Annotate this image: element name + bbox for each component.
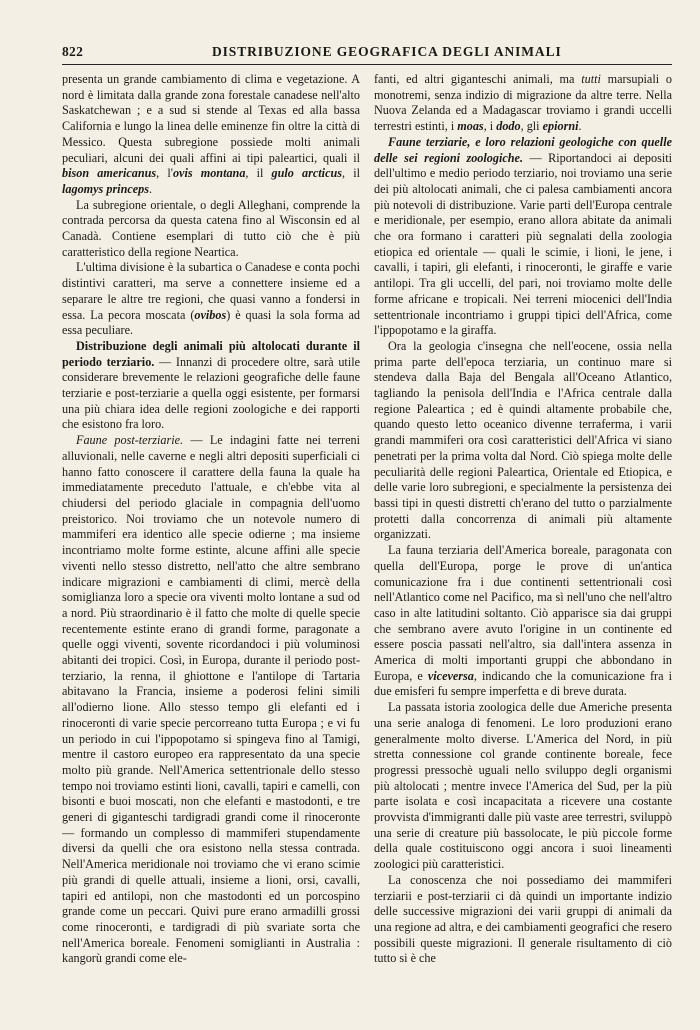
paragraph-text: marsupiali o monotremi, senza indizio di migrazione da altre terre. Nella Nuova Zelanda ed a Madagascar troviamo i grandi uccelli terrestri estinti, i	[374, 72, 672, 134]
right-column	[374, 72, 672, 1012]
paragraph-text: .	[149, 181, 153, 196]
page-number: 822	[62, 44, 84, 59]
paragraph	[62, 198, 360, 261]
emphasis-text: ovibos	[194, 307, 227, 322]
paragraph-text: ) è quasi la sola forma ad essa peculiare.	[62, 307, 360, 338]
paragraph-text: .	[578, 119, 582, 134]
emphasis-text: ovis montana	[172, 166, 246, 181]
paragraph	[374, 339, 672, 543]
paragraph	[374, 543, 672, 700]
paragraph-text: — Riportandoci ai depositi dell'ultimo e medio periodo terziario, noi troviamo una serie dei più altolocati animali, che ci palesa cambiamenti ancora più notevoli di distribuzione. Varie parti dell'Europa centrale e meridionale, per esempio, erano allora abitate da animali che ora formano i caratteri più segnalati della zoologia etiopica ed orientale — quali le scimie, i lioni, le jene, i cavalli, i tapiri, gli elefanti, i rinoceronti, le giraffe e varie antilopi. Tra gli uccelli, del pari, noi troviamo molte delle forme africane e tropicali. Nei terreni miocenici dell'India settentrionale incontriamo i gruppi tipici dell'Africa, come l'ippopotamo e la giraffa.	[374, 150, 672, 338]
paragraph	[62, 339, 360, 433]
paragraph-text: , indicando che la comunicazione fra i due emisferi fu sempre imperfetta e di breve durata.	[374, 668, 672, 699]
paragraph	[374, 72, 672, 135]
page-header	[62, 42, 672, 65]
emphasis-text: lagomys princeps	[62, 181, 150, 196]
emphasis-text: moas	[457, 119, 484, 134]
paragraph-text: , i	[483, 119, 497, 134]
paragraph-text: , l'	[156, 166, 173, 181]
paragraph-text: fanti, ed altri giganteschi animali, ma	[374, 72, 582, 86]
paragraph	[62, 260, 360, 339]
paragraph-text: La conoscenza che noi possediamo dei mammiferi terziarii e post-terziarii ci dà quindi un importante indizio delle successive migrazioni dei varii gruppi di animali da una regione ad altra, e dei cambiamenti geografici che resero possibili queste migrazioni. Il generale risultamento di ciò tutto si è che	[374, 872, 672, 966]
emphasis-text: tutti	[581, 72, 601, 86]
paragraph-text: , il	[245, 166, 272, 181]
text-columns	[62, 72, 672, 1012]
paragraph-text: La subregione orientale, o degli Alleghani, comprende la contrada percorsa da questa catena fino al Wisconsin ed al Canadà. Contiene esemplari di tutto ciò che è più caratteristico della regione Neartica.	[62, 197, 360, 259]
emphasis-text: Faune post-terziarie.	[76, 433, 184, 448]
paragraph-text: — Innanzi di procedere oltre, sarà utile considerare brevemente le relazioni geografiche delle faune terziarie e post-terziarie a quella oggi esistente, per formarsi una più chiara idea delle regioni zoologiche e dei rapporti che esistono fra loro.	[62, 354, 360, 432]
paragraph-text: Ora la geologia c'insegna che nell'eocene, ossia nella prima parte dell'epoca terziaria, un continuo mare si stendeva dalla Baja del Bengala all'Oceano Atlantico, tagliando la penisola dell'India e l'Africa centrale dalla regione Paleartica ; ed è quindi altamente probabile che, quando questo letto oceanico divenne terraferma, i varii grandi mammiferi ora così caratteristici dell'Africa vi siano penetrati per la prima volta dal Nord. Ciò spiega molte delle peculiarità delle regioni Paleartica, Orientale ed Etiopica, e delle varie loro subregioni, e specialmente la persistenza dei bassi tipi in questi distretti ch'erano del tutto o parzialmente protetti dalla concorrenza di animali più altamente organizzati.	[374, 338, 672, 542]
paragraph	[62, 433, 360, 967]
paragraph-text: La fauna terziaria dell'America boreale, paragonata con quella dell'Europa, porge le prove di un'antica comunicazione fra i due continenti settentrionali così nell'Atlantico come nel Pacifico, ma sì nell'uno che nell'altro caso in alte latitudini soltanto. Ciò apparisce sia dai gruppi che sembrano avere avuto l'origine in un continente ed essere poscia passati nell'altro, sia dall'intera assenza in America di molti importanti gruppi che abbondano in Europa, e	[374, 543, 672, 683]
emphasis-text: gulo arcticus	[271, 166, 342, 181]
paragraph-text: , gli	[520, 119, 543, 134]
paragraph-text: , il	[342, 166, 360, 181]
paragraph-text: — Le indagini fatte nei terreni alluvionali, nelle caverne e negli altri depositi superficiali ci hanno fatto conoscere il carattere della fauna la quale ha immediatamente preceduto l'attuale, e ch'ebbe vita al chiudersi del periodo glaciale in compagnia dell'uomo preistorico. Noi troviamo che un notevole numero di mammiferi era identico alle specie odierne ; ma insieme incontriamo molte forme estinte, alcune affini alle specie viventi nello stesso distretto, nell'atto che altre sembrano indicare migrazioni e cambiamenti di climi, mercè della somiglianza loro a specie ora viventi molto lontane a sud od a nord. Più straordinario è il fatto che molte di quelle specie recentemente estinte erano di grandi forme, paragonate a quelle oggi viventi, sovente ricordandoci i più voluminosi abitanti dei tropici. Così, in Europa, durante il periodo post-terziario, la renna, il ghiottone e l'antilope di Tartaria abitavano la Francia, insieme a poderosi felini simili all'odierno lione. Allo stesso tempo gli elefanti ed i rinoceronti di varie specie percorreano tutta Europa ; e vi fu un periodo in cui l'ippopotamo si spingeva fino al Tamigi, mentre il castoro europeo era rappresentato da una specie molto più grande. Nell'America settentrionale dello stesso tempo noi troviamo estinti lioni, cavalli, tapiri e camelli, con bisonti e buoi moscati, non che elefanti e mastodonti, e tre generi di giganteschi tardigradi grandi come il rinoceronte — formando un complesso di mammiferi stupendamente diversi da quelli che ora esistono nella stessa contrada. Nell'America meridionale noi troviamo che vi erano scimie più grandi di quelle attuali, insieme a lioni, orsi, cavalli, tapiri ed antilopi, non che mastodonti ed un porcospino grande come un peccari. Quivi pure erano armadilli grossi come rinoceronti, e tardigradi di più svariate sorta che nell'America boreale. Fenomeni somiglianti in Australia : kangorù grandi come ele-	[62, 433, 360, 966]
running-title: DISTRIBUZIONE GEOGRAFICA DEGLI ANIMALI	[212, 44, 562, 59]
left-column	[62, 72, 360, 1012]
emphasis-text: dodo	[496, 119, 521, 134]
paragraph	[374, 873, 672, 967]
paragraph-text: presenta un grande cambiamento di clima e vegetazione. A nord è limitata dalla grande zona forestale canadese nell'alto Saskatchewan ; e a sud si stende al Texas ed alla bassa California e lungo la linea delle eminenze fin oltre la città di Messico. Questa subregione possiede molti animali peculiari, alcuni dei quali affini ai tipi paleartici, quali il	[62, 72, 360, 165]
emphasis-text: epiorni	[542, 119, 579, 134]
paragraph	[62, 72, 360, 198]
paragraph-text: La passata istoria zoologica delle due Americhe presenta una serie analoga di fenomeni. Le loro produzioni erano generalmente molto diverse. L'America del Nord, in più stretta connessione col grande continente boreale, fece progressi pressochè uguali nello sviluppo degli organismi più altolocati ; mentre invece l'America del Sud, per la più parte isolata e così incapacitata a ricevere una costante provvista d'immigranti dalle più vaste aree terrestri, sviluppò una serie di creature più bassolocate, le più piccole forme della quale costituiscono oggi ancora i suoi lineamenti zoologici più caratteristici.	[374, 700, 672, 872]
emphasis-text: bison americanus	[62, 166, 157, 181]
emphasis-text: Distribuzione degli animali più altolocati durante il periodo terziario.	[62, 338, 360, 369]
emphasis-text: viceversa	[427, 668, 474, 683]
paragraph	[374, 135, 672, 339]
emphasis-text: Faune terziarie, e loro relazioni geologiche con quelle delle sei regioni zoologiche.	[374, 134, 672, 165]
paragraph	[374, 700, 672, 873]
paragraph-text: L'ultima divisione è la subartica o Canadese e conta pochi distintivi caratteri, ma serve a connettere insieme ed a separare le altre tre regioni, che quasi vanno a fondersi in essa. La pecora moscata (	[62, 260, 360, 322]
